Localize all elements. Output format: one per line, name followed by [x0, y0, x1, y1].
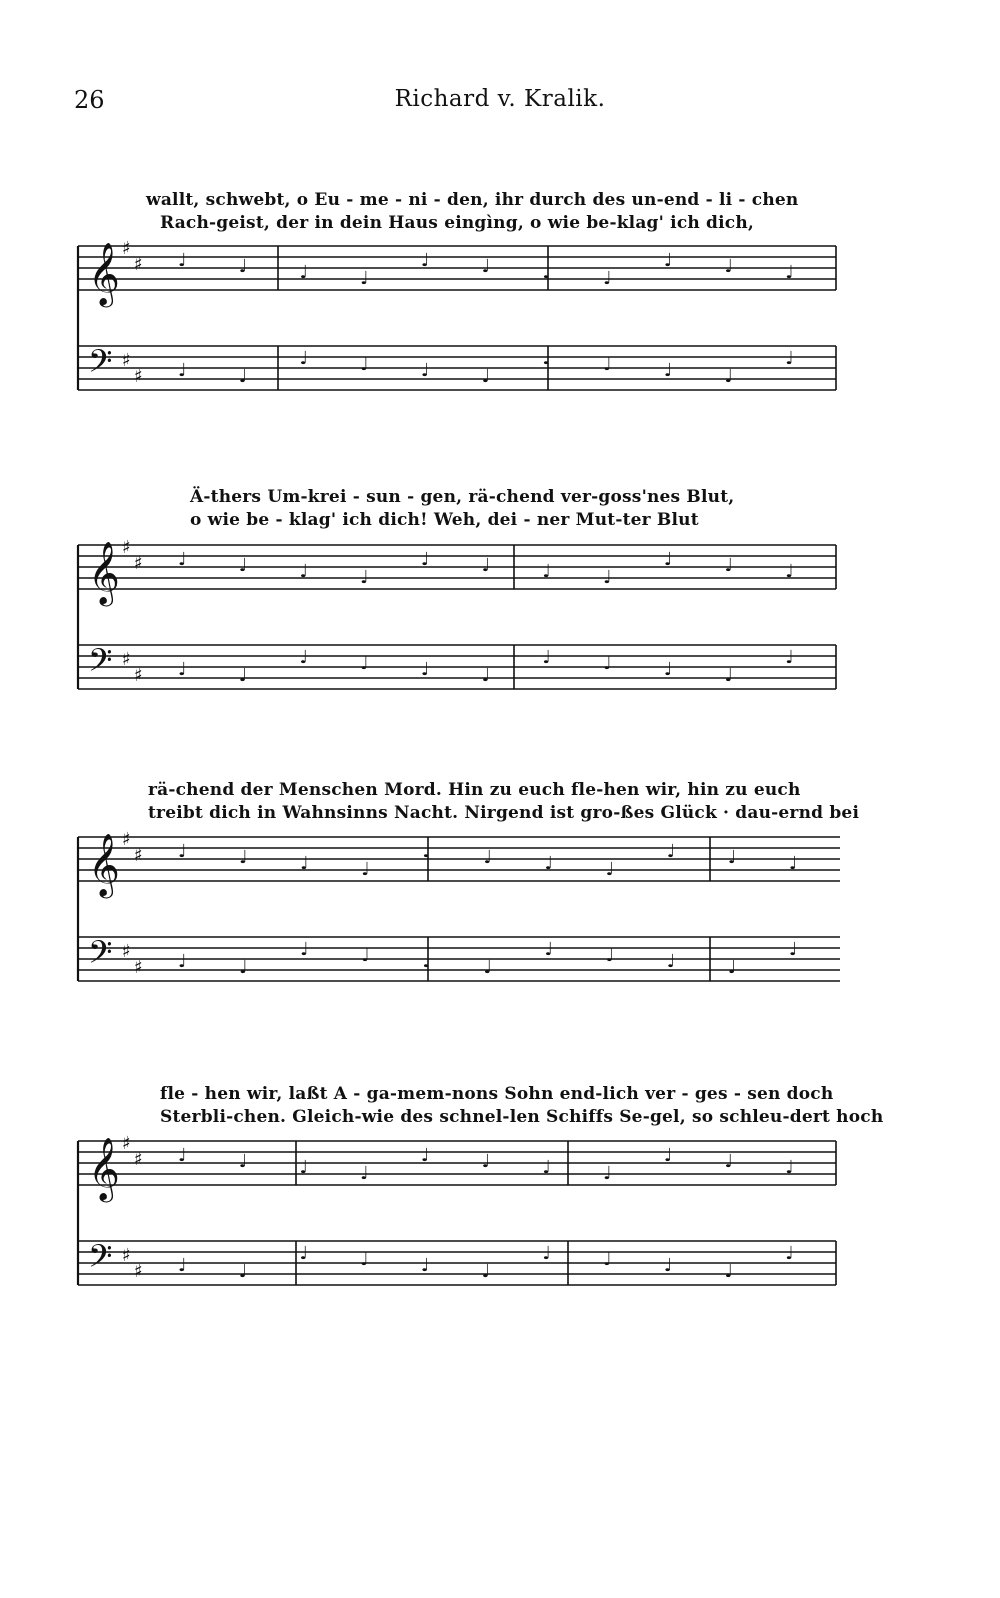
- note-icon: ♩: [481, 366, 491, 387]
- lyric-line-2: Sterbli-chen. Gleich-wie des schnel-len Schiffs Se-gel, so schleu-dert hoch: [160, 1107, 884, 1127]
- note-icon: ♩: [239, 957, 248, 978]
- note-icon: ♩: [238, 1261, 248, 1282]
- note-icon: ♩: [300, 939, 309, 960]
- note-icon: ♩: [178, 250, 187, 271]
- note-icon: ♩: [299, 262, 308, 283]
- note-icon: ♩: [483, 957, 492, 978]
- lyric-line-2: o wie be - klag' ich dich! Weh, dei - ner Mut-ter Blut: [190, 510, 699, 530]
- note-icon: ♩: [788, 853, 798, 874]
- note-icon: ♩: [663, 250, 673, 271]
- note-icon: ♩: [542, 1157, 551, 1178]
- sharp-icon: ♯: [122, 1245, 131, 1266]
- page-number: 26: [74, 86, 105, 114]
- note-icon: ♩: [724, 1151, 734, 1172]
- note-icon: ♩: [360, 354, 369, 375]
- note-icon: ♩: [788, 939, 798, 960]
- sharp-icon: ♯: [122, 1133, 131, 1154]
- note-icon: ♩: [238, 555, 248, 576]
- bass-clef-icon: 𝄢: [88, 642, 113, 686]
- note-icon: ♩: [360, 1163, 369, 1184]
- note-icon: ♩: [420, 250, 430, 271]
- note-icon: ♩: [481, 665, 491, 686]
- sharp-icon: ♯: [134, 665, 143, 686]
- note-icon: ♩: [727, 847, 737, 868]
- note-icon: ♩: [483, 847, 492, 868]
- note-icon: ♩: [178, 951, 187, 972]
- note-icon: ♩: [544, 853, 554, 874]
- note-icon: ♩: [178, 360, 187, 381]
- note-icon: ♩: [481, 555, 491, 576]
- note-icon: ♩: [178, 549, 187, 570]
- note-icon: ♩: [663, 659, 673, 680]
- note-icon: ♩: [361, 945, 370, 966]
- note-icon: ♩: [420, 659, 430, 680]
- sharp-icon: ♯: [134, 1261, 143, 1282]
- note-icon: ♩: [663, 1145, 673, 1166]
- note-icon: ♩: [666, 951, 676, 972]
- sharp-icon: ♯: [122, 537, 131, 558]
- note-icon: ♩: [238, 665, 248, 686]
- note-icon: ♩: [785, 1243, 794, 1264]
- lyric-line-1: wallt, schwebt, o Eu - me - ni - den, ihr durch des un-end - li - chen: [146, 190, 799, 210]
- treble-clef-icon: 𝄞: [88, 242, 120, 305]
- grand-staff: [0, 537, 1000, 737]
- grand-staff: [0, 1133, 1000, 1333]
- note-icon: ♩: [603, 354, 612, 375]
- lyric-line-1: rä-chend der Menschen Mord. Hin zu euch fle-hen wir, hin zu euch: [148, 780, 801, 800]
- sharp-icon: ♯: [134, 957, 143, 978]
- note-icon: ♩: [360, 1249, 369, 1270]
- note-icon: ♩: [481, 1151, 491, 1172]
- note-icon: ♩: [785, 348, 794, 369]
- note-icon: ♩: [299, 561, 308, 582]
- grand-staff: [0, 238, 1000, 438]
- lyric-line-2: Rach-geist, der in dein Haus eingìng, o wie be-klag' ich dich,: [160, 213, 755, 233]
- note-icon: ♩: [544, 939, 554, 960]
- note-icon: ♩: [542, 348, 551, 369]
- treble-clef-icon: 𝄞: [88, 833, 120, 896]
- note-icon: ♩: [360, 567, 369, 588]
- note-icon: ♩: [603, 653, 612, 674]
- sharp-icon: ♯: [134, 553, 143, 574]
- note-icon: ♩: [238, 256, 248, 277]
- sharp-icon: ♯: [134, 366, 143, 387]
- note-icon: ♩: [542, 561, 551, 582]
- note-icon: ♩: [360, 653, 369, 674]
- note-icon: ♩: [420, 360, 430, 381]
- note-icon: ♩: [238, 366, 248, 387]
- note-icon: ♩: [178, 1145, 187, 1166]
- note-icon: ♩: [361, 859, 370, 880]
- bass-clef-icon: 𝄢: [88, 343, 113, 387]
- treble-clef-icon: 𝄞: [88, 1137, 120, 1200]
- note-icon: ♩: [603, 1249, 612, 1270]
- note-icon: ♩: [785, 262, 794, 283]
- note-icon: ♩: [724, 555, 734, 576]
- note-icon: ♩: [605, 859, 615, 880]
- note-icon: ♩: [360, 268, 369, 289]
- sharp-icon: ♯: [134, 1149, 143, 1170]
- note-icon: ♩: [299, 1157, 308, 1178]
- note-icon: ♩: [727, 957, 737, 978]
- treble-clef-icon: 𝄞: [88, 541, 120, 604]
- note-icon: ♩: [603, 1163, 612, 1184]
- note-icon: ♩: [420, 1255, 430, 1276]
- note-icon: ♩: [785, 647, 794, 668]
- note-icon: ♩: [605, 945, 615, 966]
- lyric-line-1: fle - hen wir, laßt A - ga-mem-nons Sohn end-lich ver - ges - sen doch: [160, 1084, 834, 1104]
- sharp-icon: ♯: [134, 254, 143, 275]
- note-icon: ♩: [724, 1261, 734, 1282]
- note-icon: ♩: [785, 1157, 794, 1178]
- note-icon: ♩: [420, 1145, 430, 1166]
- note-icon: ♩: [178, 1255, 187, 1276]
- running-head: Richard v. Kralik.: [394, 86, 606, 112]
- note-icon: ♩: [422, 841, 431, 862]
- sharp-icon: ♯: [122, 350, 131, 371]
- note-icon: ♩: [481, 1261, 491, 1282]
- note-icon: ♩: [178, 659, 187, 680]
- note-icon: ♩: [603, 567, 612, 588]
- note-icon: ♩: [724, 256, 734, 277]
- note-icon: ♩: [724, 366, 734, 387]
- note-icon: ♩: [542, 647, 551, 668]
- note-icon: ♩: [663, 549, 673, 570]
- sharp-icon: ♯: [122, 649, 131, 670]
- note-icon: ♩: [300, 853, 309, 874]
- sharp-icon: ♯: [122, 829, 131, 850]
- note-icon: ♩: [663, 360, 673, 381]
- note-icon: ♩: [422, 951, 431, 972]
- sharp-icon: ♯: [122, 941, 131, 962]
- note-icon: ♩: [724, 665, 734, 686]
- sharp-icon: ♯: [122, 238, 131, 259]
- note-icon: ♩: [299, 1243, 308, 1264]
- note-icon: ♩: [420, 549, 430, 570]
- lyric-line-1: Ä-thers Um-krei - sun - gen, rä-chend ver-goss'nes Blut,: [190, 487, 735, 507]
- lyric-line-2: treibt dich in Wahnsinns Nacht. Nirgend ist gro-ßes Glück · dau-ernd bei: [148, 803, 860, 823]
- note-icon: ♩: [299, 647, 308, 668]
- note-icon: ♩: [603, 268, 612, 289]
- note-icon: ♩: [785, 561, 794, 582]
- note-icon: ♩: [178, 841, 187, 862]
- note-icon: ♩: [663, 1255, 673, 1276]
- sharp-icon: ♯: [134, 845, 143, 866]
- note-icon: ♩: [481, 256, 491, 277]
- bass-clef-icon: 𝄢: [88, 934, 113, 978]
- note-icon: ♩: [238, 1151, 248, 1172]
- grand-staff: [0, 829, 1000, 1029]
- note-icon: ♩: [666, 841, 676, 862]
- note-icon: ♩: [299, 348, 308, 369]
- note-icon: ♩: [542, 262, 551, 283]
- note-icon: ♩: [239, 847, 248, 868]
- note-icon: ♩: [542, 1243, 551, 1264]
- bass-clef-icon: 𝄢: [88, 1238, 113, 1282]
